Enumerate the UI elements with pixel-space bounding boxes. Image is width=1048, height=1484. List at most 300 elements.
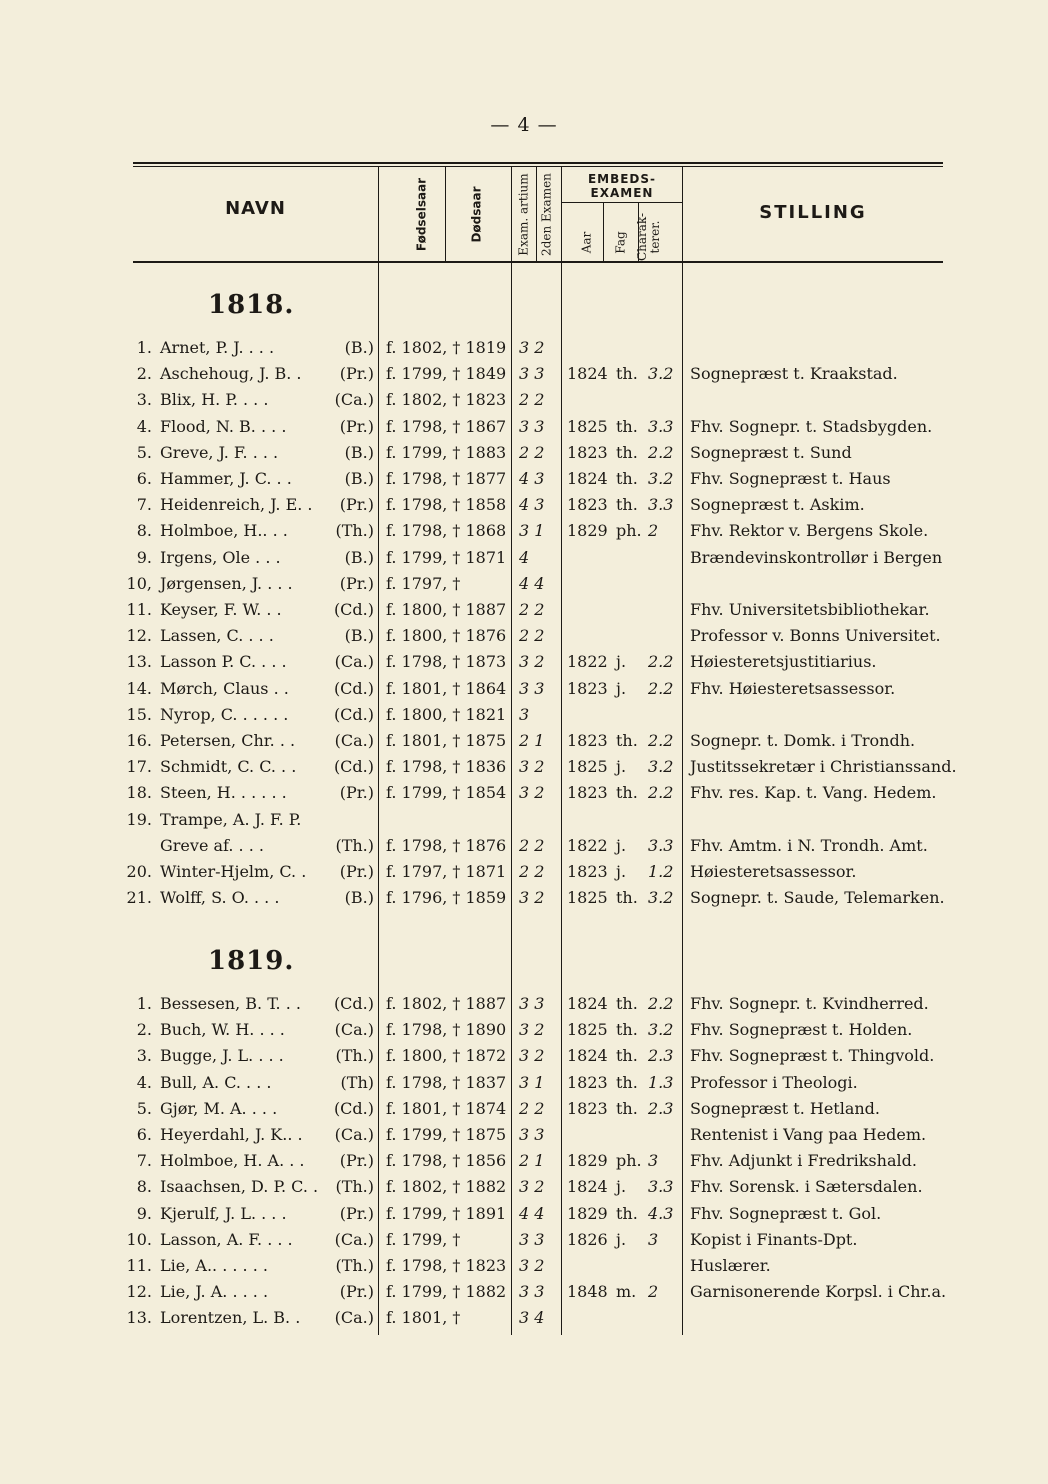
entry-character: 4.3 — [648, 1203, 674, 1223]
entry-group: (Cd.) — [333, 678, 374, 698]
entry-number: 16. — [126, 731, 152, 750]
entry-number: 13. — [126, 1308, 152, 1328]
header-embedsexamen: EMBEDS- EXAMEN — [587, 172, 657, 200]
entry-exam-grades: 4 4 — [519, 573, 545, 593]
entry-number: 8. — [136, 521, 152, 541]
entry-character: 3.3 — [648, 495, 674, 515]
entry-embeds-subject: j. — [616, 652, 627, 672]
table-row — [0, 885, 1048, 911]
table-row — [0, 1096, 1048, 1122]
entry-group: (Th.) — [335, 521, 374, 541]
entry-exam-grades: 2 1 — [519, 1151, 545, 1171]
entry-exam-grades: 3 3 — [519, 416, 545, 436]
entry-life-years: f. 1798, † 1868 — [386, 521, 507, 541]
entry-exam-grades: 2 1 — [519, 731, 545, 750]
entry-embeds-year: 1822 — [567, 652, 608, 672]
entry-group: (Ca.) — [334, 1125, 374, 1144]
entry-embeds-subject: th. — [616, 364, 638, 384]
entry-position: Fhv. Amtm. i N. Trondh. Amt. — [690, 835, 928, 855]
entry-name: Winter-Hjelm, C. . — [160, 862, 307, 881]
entry-exam-grades: 2 2 — [519, 390, 545, 410]
table-row — [0, 807, 1048, 833]
entry-embeds-year: 1823 — [567, 731, 608, 750]
entry-life-years: f. 1798, † 1837 — [386, 1072, 507, 1092]
entry-embeds-subject: j. — [616, 862, 627, 881]
col-line-fod-dod — [445, 167, 446, 261]
entry-exam-grades: 4 3 — [519, 469, 545, 488]
entry-character: 2.2 — [648, 678, 674, 698]
entry-exam-grades: 3 3 — [519, 994, 545, 1013]
entry-name: Wolff, S. O. . . . — [160, 888, 280, 908]
entry-number: 1. — [136, 338, 152, 357]
entry-embeds-subject: th. — [616, 495, 638, 515]
entry-life-years: f. 1802, † 1882 — [386, 1177, 507, 1197]
table-row — [0, 859, 1048, 885]
entry-name: Schmidt, C. C. . . — [160, 757, 297, 777]
entry-number: 5. — [136, 1098, 152, 1118]
entry-number: 11. — [126, 1256, 152, 1275]
entry-exam-grades: 3 2 — [519, 652, 545, 672]
entry-group: (Th.) — [335, 1046, 374, 1066]
header-bottom-rule — [133, 261, 943, 263]
header-fodselsaar: Fødselsaar — [414, 177, 429, 252]
entry-life-years: f. 1800, † 1887 — [386, 600, 507, 619]
entry-position: Fhv. Sognepræst t. Gol. — [690, 1203, 882, 1223]
entry-embeds-subject: j. — [616, 835, 627, 855]
entry-embeds-year: 1823 — [567, 442, 608, 462]
entry-number: 13. — [126, 652, 152, 672]
entry-group: (Th.) — [335, 1256, 374, 1275]
header-aar: Aar — [579, 231, 594, 254]
entry-life-years: f. 1798, † 1876 — [386, 835, 507, 855]
entry-exam-grades: 3 2 — [519, 757, 545, 777]
table-row — [0, 1174, 1048, 1200]
entry-position: Sognepræst t. Askim. — [690, 495, 865, 515]
entry-number: 18. — [126, 783, 152, 803]
entry-position: Fhv. Sognepræst t. Thingvold. — [690, 1046, 935, 1066]
entry-exam-grades: 3 2 — [519, 1177, 545, 1197]
table-row — [0, 1279, 1048, 1305]
entry-embeds-year: 1824 — [567, 994, 608, 1013]
entry-exam-grades: 3 3 — [519, 364, 545, 384]
entry-position: Justitssekretær i Christianssand. — [690, 757, 957, 777]
entry-exam-grades: 3 3 — [519, 678, 545, 698]
entry-embeds-subject: th. — [616, 1020, 638, 1040]
entry-name: Jørgensen, J. . . . — [160, 573, 293, 593]
entry-name: Petersen, Chr. . . — [160, 731, 296, 750]
entry-character: 3.3 — [648, 416, 674, 436]
entry-number: 5. — [136, 442, 152, 462]
entry-exam-grades: 2 2 — [519, 600, 545, 619]
table-row — [0, 991, 1048, 1017]
table-row — [0, 1148, 1048, 1174]
section-year-1818: 1818. — [208, 290, 295, 320]
entry-character: 2 — [648, 521, 659, 541]
entry-group: (Ca.) — [334, 731, 374, 750]
entry-group: (B.) — [344, 442, 374, 462]
table-row — [0, 754, 1048, 780]
entry-position: Fhv. Sognepræst t. Holden. — [690, 1020, 913, 1040]
entry-number: 17. — [126, 757, 152, 777]
entry-embeds-year: 1829 — [567, 521, 608, 541]
entry-group: (Pr.) — [339, 495, 374, 515]
entry-exam-grades: 3 3 — [519, 1229, 545, 1249]
entry-name: Steen, H. . . . . . — [160, 783, 287, 803]
table-row — [0, 728, 1048, 754]
table-row — [0, 676, 1048, 702]
entry-number: 21. — [126, 888, 152, 908]
entry-group: (Cd.) — [333, 757, 374, 777]
entry-position: Fhv. res. Kap. t. Vang. Hedem. — [690, 783, 937, 803]
entry-group: (Ca.) — [334, 1308, 374, 1328]
entry-embeds-year: 1823 — [567, 1098, 608, 1118]
entry-embeds-subject: th. — [616, 1046, 638, 1066]
entry-position: Huslærer. — [690, 1256, 771, 1275]
entry-exam-grades: 2 2 — [519, 1098, 545, 1118]
table-row — [0, 545, 1048, 571]
entry-life-years: f. 1799, † 1883 — [386, 442, 507, 462]
entry-position: Sognepr. t. Domk. i Trondh. — [690, 731, 916, 750]
entry-name: Bugge, J. L. . . . — [160, 1046, 284, 1066]
entry-exam-grades: 3 2 — [519, 1256, 545, 1275]
entry-name: Bessesen, B. T. . . — [160, 994, 301, 1013]
table-row — [0, 518, 1048, 544]
entry-embeds-year: 1826 — [567, 1229, 608, 1249]
entry-character: 2.2 — [648, 652, 674, 672]
entry-life-years: f. 1798, † 1858 — [386, 495, 507, 515]
table-row — [0, 780, 1048, 806]
entry-exam-grades: 3 2 — [519, 888, 545, 908]
entry-embeds-year: 1823 — [567, 1072, 608, 1092]
entry-position: Professor v. Bonns Universitet. — [690, 626, 941, 646]
entry-name: Irgens, Ole . . . — [160, 547, 281, 567]
page-number: — 4 — — [490, 114, 558, 136]
entry-embeds-subject: ph. — [616, 521, 642, 541]
entry-embeds-subject: th. — [616, 1072, 638, 1092]
entry-exam-grades: 2 2 — [519, 835, 545, 855]
entry-number: 10, — [126, 573, 152, 593]
entry-embeds-year: 1823 — [567, 678, 608, 698]
entry-exam-grades: 3 4 — [519, 1308, 545, 1328]
table-row — [0, 335, 1048, 361]
entry-embeds-subject: th. — [616, 469, 638, 488]
entry-character: 2.2 — [648, 442, 674, 462]
entry-exam-grades: 4 4 — [519, 1203, 545, 1223]
entry-character: 1.2 — [648, 862, 674, 881]
entry-number: 4. — [136, 1072, 152, 1092]
entry-embeds-year: 1823 — [567, 495, 608, 515]
entry-life-years: f. 1799, † 1854 — [386, 783, 507, 803]
entry-exam-grades: 3 1 — [519, 521, 545, 541]
entry-embeds-subject: ph. — [616, 1151, 642, 1171]
entry-exam-grades: 3 2 — [519, 783, 545, 803]
entry-life-years: f. 1799, † 1875 — [386, 1125, 507, 1144]
entry-position: Fhv. Sognepr. t. Kvindherred. — [690, 994, 929, 1013]
entry-name: Hammer, J. C. . . — [160, 469, 292, 488]
entry-number: 2. — [136, 364, 152, 384]
entry-life-years: f. 1801, † 1875 — [386, 731, 507, 750]
entry-exam-grades: 3 2 — [519, 1020, 545, 1040]
entry-group: (Pr.) — [339, 573, 374, 593]
table-row — [0, 387, 1048, 413]
entry-position: Fhv. Universitetsbibliothekar. — [690, 600, 930, 619]
entry-position: Brændevinskontrollør i Bergen — [690, 547, 943, 567]
entry-name: Kjerulf, J. L. . . . — [160, 1203, 287, 1223]
table-row — [0, 440, 1048, 466]
entry-life-years: f. 1796, † 1859 — [386, 888, 507, 908]
header-charakterer: Charak- terer. — [635, 212, 662, 262]
entry-embeds-subject: th. — [616, 416, 638, 436]
entry-embeds-year: 1824 — [567, 1046, 608, 1066]
entry-character: 3.3 — [648, 835, 674, 855]
entry-number: 6. — [136, 469, 152, 488]
entry-number: 19. — [126, 809, 152, 829]
entry-life-years: f. 1798, † 1877 — [386, 469, 507, 488]
entry-name: Trampe, A. J. F. P. — [160, 809, 302, 829]
entry-character: 3 — [648, 1151, 659, 1171]
entry-number: 3. — [136, 390, 152, 410]
entry-group: (Pr.) — [339, 1203, 374, 1223]
entry-life-years: f. 1801, † 1864 — [386, 678, 507, 698]
entry-life-years: f. 1798, † 1873 — [386, 652, 507, 672]
entry-life-years: f. 1799, † 1871 — [386, 547, 507, 567]
entry-group: (Th.) — [335, 1177, 374, 1197]
entry-group: (Pr.) — [339, 1151, 374, 1171]
entry-name: Lasson P. C. . . . — [160, 652, 287, 672]
entry-position: Fhv. Sorensk. i Sætersdalen. — [690, 1177, 923, 1197]
entry-number: 9. — [136, 547, 152, 567]
entry-group: (Pr.) — [339, 416, 374, 436]
entry-position: Fhv. Rektor v. Bergens Skole. — [690, 521, 929, 541]
entry-embeds-year: 1825 — [567, 757, 608, 777]
table-row — [0, 1201, 1048, 1227]
entry-number: 2. — [136, 1020, 152, 1040]
entry-character: 2 — [648, 1282, 659, 1302]
entry-exam-grades: 3 3 — [519, 1125, 545, 1144]
entry-embeds-year: 1822 — [567, 835, 608, 855]
entry-character: 3 — [648, 1229, 659, 1249]
entry-embeds-subject: th. — [616, 731, 638, 750]
header-fag: Fag — [613, 231, 628, 254]
entry-group: (Ca.) — [334, 652, 374, 672]
entry-exam-grades: 4 3 — [519, 495, 545, 515]
entry-position: Sognepræst t. Hetland. — [690, 1098, 881, 1118]
entry-exam-grades: 3 2 — [519, 1046, 545, 1066]
table-row — [0, 571, 1048, 597]
entry-character: 2.2 — [648, 731, 674, 750]
table-row — [0, 1227, 1048, 1253]
entry-character: 3.2 — [648, 1020, 674, 1040]
table-row — [0, 597, 1048, 623]
col-line-exam — [536, 167, 537, 261]
entry-number: 10. — [126, 1229, 152, 1249]
entry-embeds-year: 1824 — [567, 364, 608, 384]
table-row — [0, 492, 1048, 518]
table-row — [0, 466, 1048, 492]
table-row — [0, 1305, 1048, 1331]
entry-position: Fhv. Sognepr. t. Stadsbygden. — [690, 416, 933, 436]
entry-position: Sognepr. t. Saude, Telemarken. — [690, 888, 945, 908]
entry-number: 9. — [136, 1203, 152, 1223]
entry-number: 6. — [136, 1125, 152, 1144]
table-row — [0, 1043, 1048, 1069]
entry-life-years: f. 1799, † 1891 — [386, 1203, 507, 1223]
entry-embeds-subject: th. — [616, 888, 638, 908]
entry-group: (Ca.) — [334, 390, 374, 410]
entry-embeds-subject: j. — [616, 1177, 627, 1197]
entry-position: Garnisonerende Korpsl. i Chr.a. — [690, 1282, 947, 1302]
entry-name: Arnet, P. J. . . . — [160, 338, 275, 357]
entry-name: Greve af. . . . — [160, 835, 264, 855]
entry-life-years: f. 1802, † 1823 — [386, 390, 507, 410]
entry-group: (B.) — [344, 547, 374, 567]
entry-life-years: f. 1802, † 1819 — [386, 338, 507, 357]
entry-embeds-year: 1823 — [567, 862, 608, 881]
entry-name: Nyrop, C. . . . . . — [160, 704, 289, 724]
entry-position: Sognepræst t. Sund — [690, 442, 852, 462]
table-row — [0, 1253, 1048, 1279]
entry-embeds-subject: th. — [616, 1098, 638, 1118]
entry-embeds-subject: m. — [616, 1282, 637, 1302]
entry-name: Blix, H. P. . . . — [160, 390, 269, 410]
entry-embeds-subject: th. — [616, 994, 638, 1013]
entry-life-years: f. 1798, † 1836 — [386, 757, 507, 777]
entry-group: (Cd.) — [333, 600, 374, 619]
table-row — [0, 833, 1048, 859]
entry-embeds-subject: th. — [616, 1203, 638, 1223]
entry-position: Fhv. Høiesteretsassessor. — [690, 678, 896, 698]
entry-name: Aschehoug, J. B. . — [160, 364, 302, 384]
entry-character: 3.2 — [648, 888, 674, 908]
entry-name: Keyser, F. W. . . — [160, 600, 282, 619]
entry-name: Buch, W. H. . . . — [160, 1020, 285, 1040]
entry-embeds-year: 1829 — [567, 1151, 608, 1171]
table-row — [0, 414, 1048, 440]
entry-name: Heidenreich, J. E. . — [160, 495, 313, 515]
table-row — [0, 623, 1048, 649]
entry-group: (Ca.) — [334, 1229, 374, 1249]
entry-character: 2.2 — [648, 994, 674, 1013]
entry-name: Lassen, C. . . . — [160, 626, 274, 646]
entry-group: (Pr.) — [339, 862, 374, 881]
entry-number: 15. — [126, 704, 152, 724]
entry-life-years: f. 1799, † 1849 — [386, 364, 507, 384]
entry-name: Bull, A. C. . . . — [160, 1072, 272, 1092]
entry-number: 4. — [136, 416, 152, 436]
entry-life-years: f. 1802, † 1887 — [386, 994, 507, 1013]
entry-position: Professor i Theologi. — [690, 1072, 858, 1092]
entry-exam-grades: 3 1 — [519, 1072, 545, 1092]
entry-group: (Th.) — [335, 835, 374, 855]
embeds-underline — [561, 202, 682, 203]
entry-embeds-year: 1824 — [567, 469, 608, 488]
entry-exam-grades: 2 2 — [519, 442, 545, 462]
entry-name: Gjør, M. A. . . . — [160, 1098, 278, 1118]
entry-character: 2.3 — [648, 1046, 674, 1066]
entry-group: (Ca.) — [334, 1020, 374, 1040]
header-2den-examen: 2den Examen — [539, 173, 554, 256]
entry-position: Høiesteretsjustitiarius. — [690, 652, 877, 672]
entry-exam-grades: 4 — [519, 547, 530, 567]
entry-number: 7. — [136, 1151, 152, 1171]
entry-number: 14. — [126, 678, 152, 698]
table-row — [0, 1017, 1048, 1043]
entry-life-years: f. 1797, † 1871 — [386, 862, 507, 881]
entry-group: (B.) — [344, 888, 374, 908]
entry-number: 20. — [126, 862, 152, 881]
header-stilling: STILLING — [759, 202, 867, 223]
entry-exam-grades: 2 2 — [519, 862, 545, 881]
entry-character: 1.3 — [648, 1072, 674, 1092]
table-row — [0, 361, 1048, 387]
entry-name: Lie, J. A. . . . . — [160, 1282, 269, 1302]
entry-position: Fhv. Sognepræst t. Haus — [690, 469, 891, 488]
entry-position: Høiesteretsassessor. — [690, 862, 857, 881]
entry-exam-grades: 3 2 — [519, 338, 545, 357]
entry-embeds-subject: th. — [616, 442, 638, 462]
entry-group: (B.) — [344, 469, 374, 488]
section-year-1819: 1819. — [208, 946, 295, 976]
entry-name: Heyerdahl, J. K.. . — [160, 1125, 303, 1144]
entry-position: Fhv. Adjunkt i Fredrikshald. — [690, 1151, 917, 1171]
table-row — [0, 702, 1048, 728]
top-rule-thin — [133, 166, 943, 167]
entry-name: Isaachsen, D. P. C. . — [160, 1177, 319, 1197]
entry-character: 2.3 — [648, 1098, 674, 1118]
table-row — [0, 1070, 1048, 1096]
entry-number: 7. — [136, 495, 152, 515]
entry-life-years: f. 1801, † 1874 — [386, 1098, 507, 1118]
table-row — [0, 1122, 1048, 1148]
entry-group: (Cd.) — [333, 704, 374, 724]
entry-embeds-subject: j. — [616, 757, 627, 777]
entry-position: Sognepræst t. Kraakstad. — [690, 364, 898, 384]
entry-embeds-year: 1825 — [567, 1020, 608, 1040]
entry-number: 11. — [126, 600, 152, 619]
entry-number: 1. — [136, 994, 152, 1013]
entry-character: 3.2 — [648, 364, 674, 384]
header-exam-artium: Exam. artium — [516, 173, 531, 256]
col-line-aar-fag — [603, 203, 604, 261]
entry-group: (Pr.) — [339, 1282, 374, 1302]
entry-embeds-year: 1825 — [567, 416, 608, 436]
entry-number: 12. — [126, 1282, 152, 1302]
entry-exam-grades: 2 2 — [519, 626, 545, 646]
header-dodsaar: Dødsaar — [469, 186, 484, 243]
entry-exam-grades: 3 — [519, 704, 530, 724]
entry-name: Lie, A.. . . . . . — [160, 1256, 268, 1275]
entry-group: (Cd.) — [333, 1098, 374, 1118]
top-rule-thick — [133, 162, 943, 164]
entry-embeds-subject: th. — [616, 783, 638, 803]
entry-group: (Th) — [340, 1072, 374, 1092]
entry-embeds-subject: j. — [616, 678, 627, 698]
entry-embeds-year: 1825 — [567, 888, 608, 908]
table-row — [0, 649, 1048, 675]
entry-position: Rentenist i Vang paa Hedem. — [690, 1125, 927, 1144]
entry-life-years: f. 1798, † 1856 — [386, 1151, 507, 1171]
entry-name: Flood, N. B. . . . — [160, 416, 287, 436]
entry-embeds-subject: j. — [616, 1229, 627, 1249]
entry-life-years: f. 1800, † 1876 — [386, 626, 507, 646]
entry-life-years: f. 1799, † — [386, 1229, 461, 1249]
entry-embeds-year: 1824 — [567, 1177, 608, 1197]
entry-life-years: f. 1801, † — [386, 1308, 461, 1328]
entry-group: (Pr.) — [339, 783, 374, 803]
entry-group: (Pr.) — [339, 364, 374, 384]
entry-life-years: f. 1800, † 1872 — [386, 1046, 507, 1066]
entry-name: Lasson, A. F. . . . — [160, 1229, 293, 1249]
